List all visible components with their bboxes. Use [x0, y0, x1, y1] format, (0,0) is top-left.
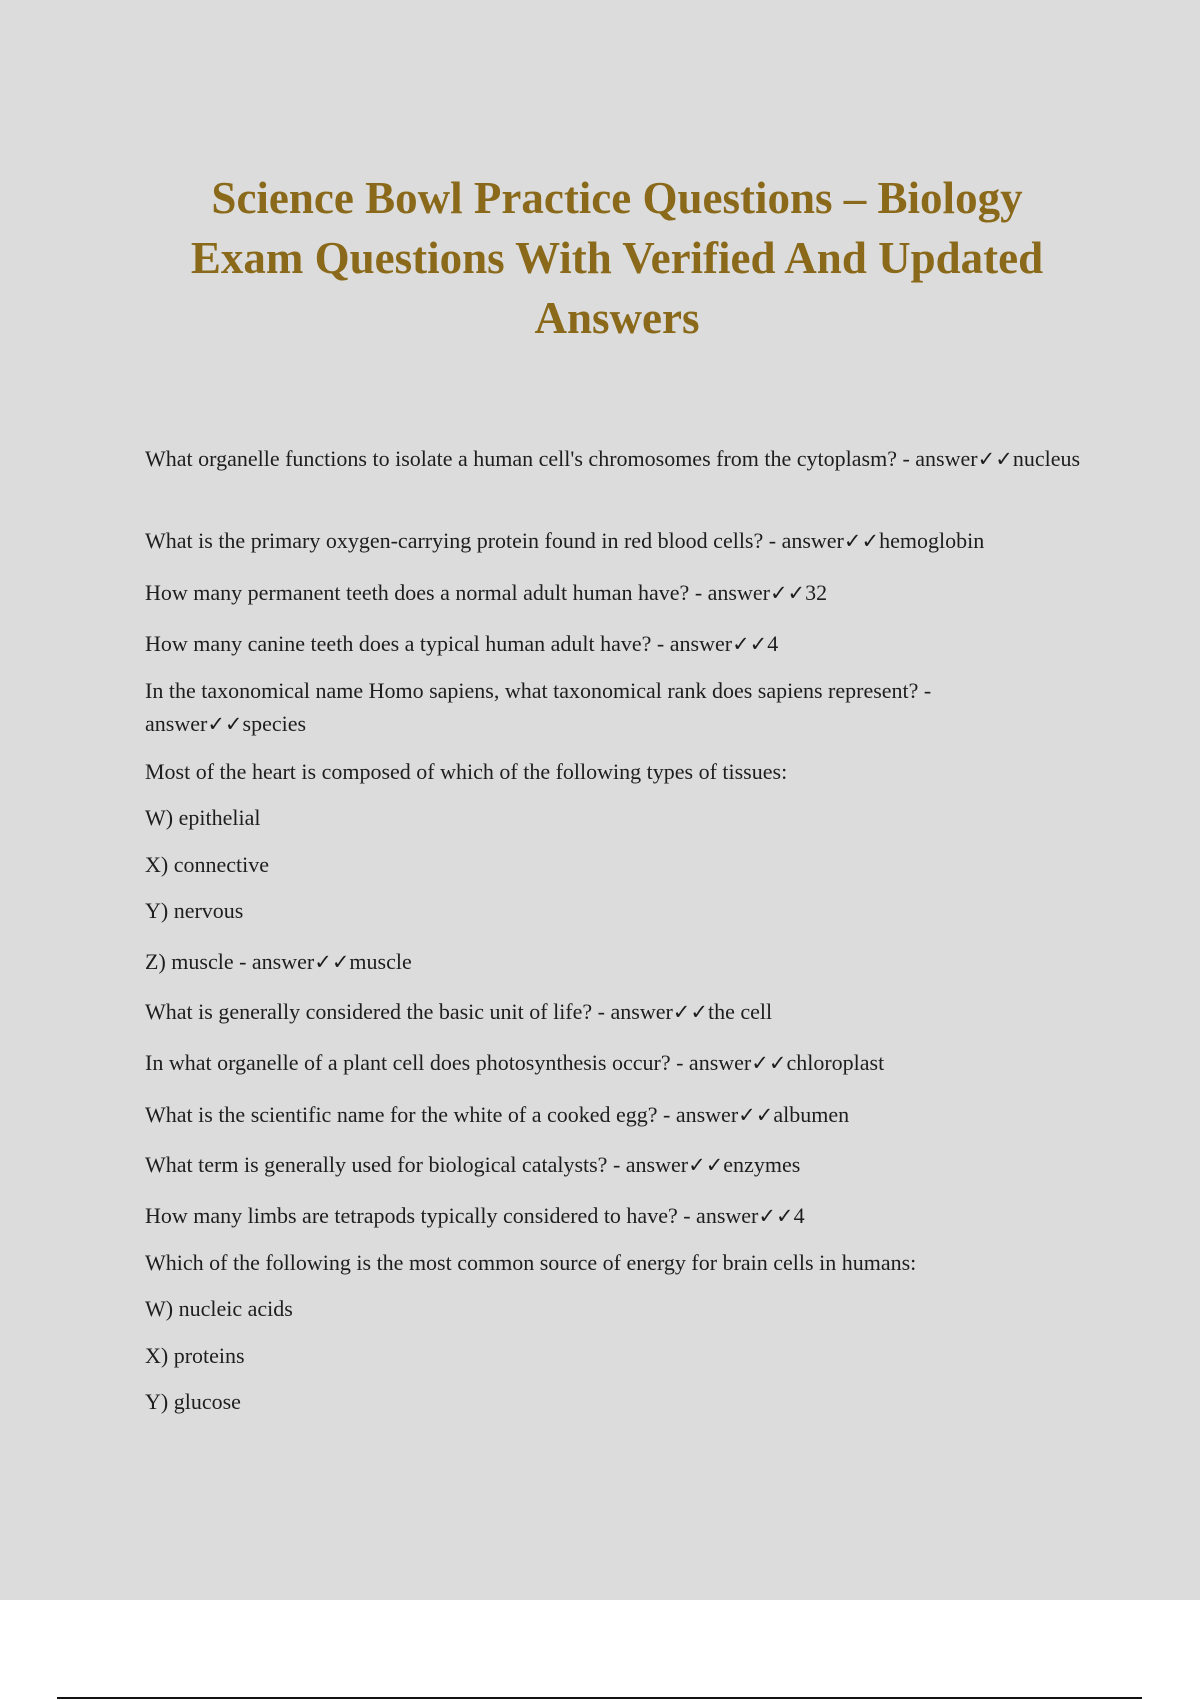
title-line-1: Science Bowl Practice Questions – Biology: [211, 173, 1023, 223]
answer-text: nucleus: [1012, 446, 1081, 471]
answer-text: 4: [767, 631, 779, 656]
qa-option: [145, 1339, 1095, 1372]
check-icon: ✓✓: [207, 712, 243, 736]
qa-option: [145, 1385, 1095, 1418]
qa-option: [145, 1292, 1095, 1325]
check-icon: ✓✓: [758, 1204, 794, 1228]
question-text: What is the primary oxygen-carrying protein found in red blood cells? - answer: [145, 528, 844, 553]
question-text: What is the scientific name for the white of a cooked egg? - answer: [145, 1102, 739, 1127]
answer-text: hemoglobin: [879, 528, 985, 553]
check-icon: ✓✓: [738, 1103, 774, 1127]
footer-divider: [57, 1697, 1142, 1699]
answer-text: muscle: [349, 949, 412, 974]
option-text: X) proteins: [145, 1343, 245, 1368]
question-text: Which of the following is the most common source of energy for brain cells in humans:: [145, 1250, 917, 1275]
qa-item: [145, 627, 1095, 661]
check-icon: ✓✓: [751, 1051, 787, 1075]
question-text: What is generally considered the basic unit of life? - answer: [145, 999, 673, 1024]
qa-item: [145, 524, 1095, 558]
check-icon: ✓✓: [769, 581, 806, 605]
question-text: How many permanent teeth does a normal adult human have? - answer: [145, 580, 770, 605]
qa-item: [145, 442, 1095, 476]
qa-item: [145, 1246, 1095, 1279]
question-text: What organelle functions to isolate a human cell's chromosomes from the cytoplasm? - answer: [145, 446, 978, 471]
answer-text: enzymes: [723, 1152, 801, 1177]
question-text: Most of the heart is composed of which of the following types of tissues:: [145, 759, 788, 784]
qa-item: [145, 755, 1095, 788]
question-text: In the taxonomical name Homo sapiens, what taxonomical rank does sapiens represent? - answer: [145, 678, 932, 736]
answer-text: chloroplast: [786, 1050, 885, 1075]
question-text: Z) muscle - answer: [145, 949, 315, 974]
question-text: How many limbs are tetrapods typically considered to have? - answer: [145, 1203, 759, 1228]
qa-item: [145, 1046, 1095, 1080]
answer-text: 32: [805, 580, 828, 605]
qa-option: [145, 848, 1095, 881]
question-text: What term is generally used for biological catalysts? - answer: [145, 1152, 689, 1177]
qa-item: [145, 674, 1095, 741]
check-icon: ✓✓: [977, 447, 1013, 471]
title-line-3: Answers: [534, 293, 700, 343]
qa-option: [145, 894, 1095, 927]
qa-item: [145, 576, 1095, 610]
qa-item: [145, 995, 1095, 1029]
answer-text: 4: [793, 1203, 805, 1228]
qa-option: [145, 801, 1095, 834]
check-icon: ✓✓: [672, 1000, 708, 1024]
answer-text: albumen: [773, 1102, 850, 1127]
question-text: How many canine teeth does a typical human adult have? - answer: [145, 631, 733, 656]
document-title: [100, 168, 1134, 348]
check-icon: ✓✓: [688, 1153, 724, 1177]
qa-item: [145, 1098, 1095, 1132]
answer-text: species: [242, 711, 307, 736]
title-line-2: Exam Questions With Verified And Updated: [190, 233, 1044, 283]
option-text: W) epithelial: [145, 805, 261, 830]
check-icon: ✓✓: [314, 950, 350, 974]
qa-item: [145, 1199, 1095, 1233]
qa-item: [145, 945, 1095, 979]
option-text: X) connective: [145, 852, 269, 877]
option-text: Y) nervous: [145, 898, 244, 923]
option-text: W) nucleic acids: [145, 1296, 293, 1321]
check-icon: ✓✓: [732, 632, 768, 656]
check-icon: ✓✓: [843, 529, 880, 553]
option-text: Y) glucose: [145, 1389, 241, 1414]
answer-text: the cell: [708, 999, 773, 1024]
qa-item: [145, 1148, 1095, 1182]
question-text: In what organelle of a plant cell does photosynthesis occur? - answer: [145, 1050, 752, 1075]
